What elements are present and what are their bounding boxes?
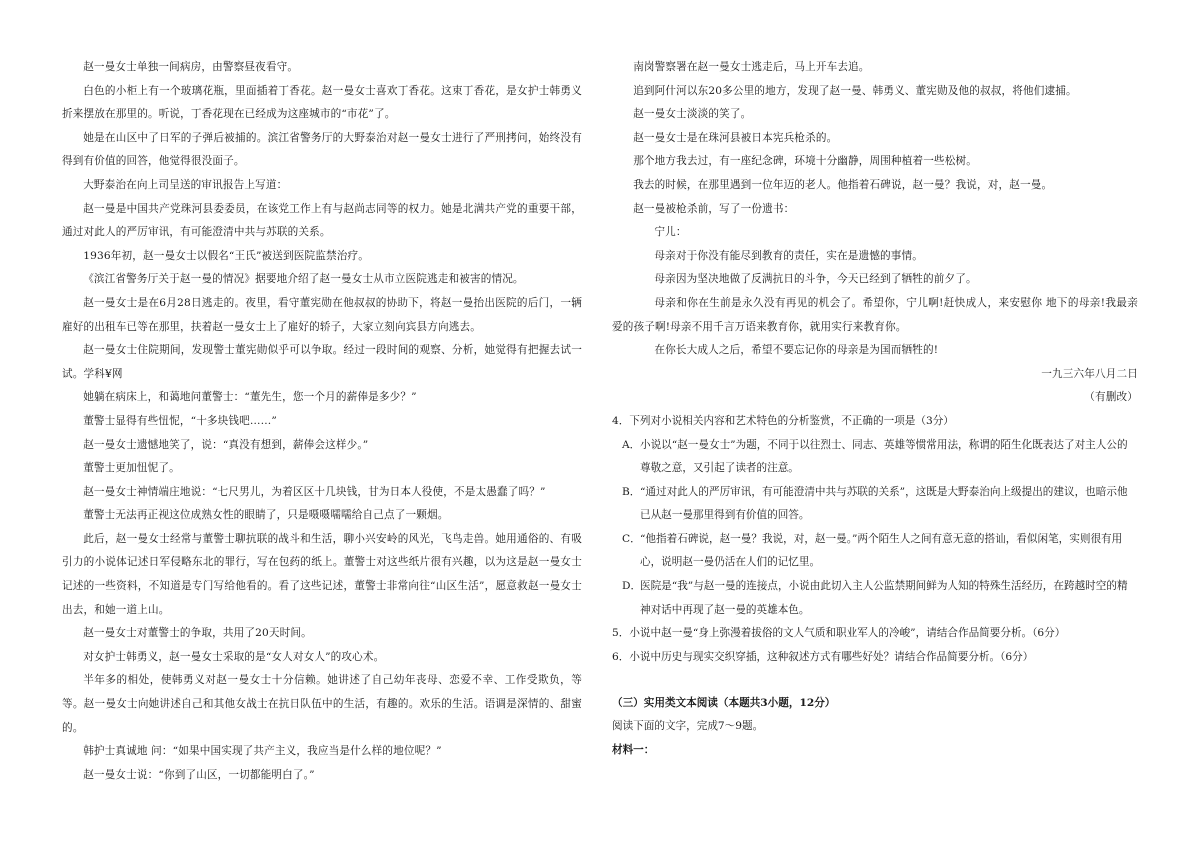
option-letter: C．: [622, 532, 641, 545]
paragraph: 半年多的相处，使韩勇义对赵一曼女士十分信赖。她讲述了自己幼年丧母、恋爱不幸、工作受欺负，等等。赵一曼女士向她讲述自己和其他女战士在抗日队伍中的生活，有趣的。欢乐的生活。语调是深情的、甜蜜的。: [62, 674, 582, 734]
paragraph: 她是在山区中了日军的子弹后被捕的。滨江省警务厅的大野泰治对赵一曼女士进行了严刑拷问，始终没有得到有价值的回答，他觉得很没面子。: [62, 131, 582, 168]
option-letter: A．: [622, 438, 641, 451]
paragraph: 白色的小柜上有一个玻璃花瓶，里面插着丁香花。赵一曼女士喜欢丁香花。这束丁香花，是女护士韩勇义折来摆放在那里的。听说，丁香花现在已经成为这座城市的“市花”了。: [62, 84, 582, 121]
paragraph: 南岗警察署在赵一曼女士逃走后，马上开车去追。: [633, 61, 870, 73]
section-instruction: 阅读下面的文字，完成7～9题。: [612, 720, 764, 733]
option-letter: B．: [622, 485, 641, 498]
option-d[interactable]: [612, 575, 1138, 622]
option-text: 医院是“我”与赵一曼的连接点，小说由此切入主人公监禁期间鲜为人知的特殊生活经历，在跨越时空的精神对话中再现了赵一曼的英雄本色。: [640, 580, 1128, 616]
paragraph: 大野泰治在向上司呈送的审讯报告上写道：: [83, 178, 288, 191]
right-column: [612, 56, 1138, 763]
paragraph: 赵一曼女士淡淡的笑了。: [633, 108, 752, 121]
left-column: [62, 56, 582, 787]
question-6: 6．小说中历史与现实交织穿插，这种叙述方式有哪些好处？请结合作品简要分析。（6分）: [612, 650, 1034, 663]
paragraph: 赵一曼女士是在珠河县被日本宪兵枪杀的。: [633, 131, 838, 144]
paragraph: 我去的时候，在那里遇到一位年迈的老人。他指着石碑说，赵一曼？我说，对，赵一曼。: [633, 178, 1053, 191]
paragraph: 赵一曼女士神情端庄地说：“七尺男儿，为着区区十几块钱，甘为日本人役使，不是太愚蠢了吗？”: [83, 485, 546, 498]
letter-line: 在你长大成人之后，希望不要忘记你的母亲是为国而牺牲的!: [654, 344, 939, 357]
material-label: 材料一：: [612, 744, 655, 757]
paragraph: 对女护士韩勇义，赵一曼女士采取的是“女人对女人”的攻心术。: [83, 650, 385, 663]
paragraph: 赵一曼被枪杀前，写了一份遗书：: [633, 202, 795, 215]
paragraph: 此后，赵一曼女士经常与董警士聊抗联的战斗和生活，聊小兴安岭的风光，飞鸟走兽。她用通俗的、有吸引力的小说体记述日军侵略东北的罪行，写在包药的纸上。董警士对这些纸片很有兴趣，以为这是赵一曼女士记述的一些资料，不知道是专门写给他看的。看了这些记述，董警士非常向往“山区生活”，愿意救赵一曼女士出去，和她一道上山。: [62, 532, 582, 616]
source-note: （有删改）: [1084, 391, 1138, 404]
option-letter: D．: [622, 580, 642, 593]
letter-line: 母亲因为坚决地做了反满抗日的斗争，今天已经到了牺牲的前夕了。: [654, 273, 977, 286]
letter: [612, 221, 1138, 410]
option-c[interactable]: [612, 528, 1138, 575]
option-text: 小说以“赵一曼女士”为题，不同于以往烈士、同志、英雄等惯常用法，称谓的陌生化既表达了对主人公的尊敬之意，又引起了读者的注意。: [640, 438, 1128, 475]
letter-date: 一九三六年八月二日: [1041, 367, 1138, 380]
question-4: [612, 410, 1138, 622]
paragraph: 赵一曼女士说：“你到了山区，一切都能明白了。”: [83, 768, 315, 781]
spacer: [612, 669, 1138, 691]
paragraph: 赵一曼女士单独一间病房，由警察昼夜看守。: [83, 61, 299, 73]
paragraph: 那个地方我去过，有一座纪念碑，环境十分幽静，周围种植着一些松树。: [633, 155, 977, 168]
paragraph: 追到阿什河以东20多公里的地方，发现了赵一曼、韩勇义、董宪勋及他的叔叔，将他们逮捕。: [633, 84, 1077, 97]
option-b[interactable]: [612, 481, 1138, 528]
letter-greeting: 宁儿：: [654, 226, 687, 239]
paragraph: 1936年初，赵一曼女士以假名“王氏”被送到医院监禁治疗。: [83, 249, 369, 262]
question-stem: 4．下列对小说相关内容和艺术特色的分析鉴赏，不正确的一项是（3分）: [612, 414, 954, 427]
paragraph: 《滨江省警务厅关于赵一曼的情况》据要地介绍了赵一曼女士从市立医院逃走和被害的情况。: [83, 273, 524, 286]
option-text: “通过对此人的严厉审讯，有可能澄清中共与苏联的关系”，这既是大野泰治向上级提出的建议，也暗示他已从赵一曼那里得到有价值的回答。: [640, 485, 1128, 522]
paragraph: 赵一曼女士是在6月28日逃走的。夜里，看守董宪勋在他叔叔的协助下，将赵一曼抬出医院的后门，一辆雇好的出租车已等在那里，扶着赵一曼女士上了雇好的轿子，大家立刻向宾县方向逃去。: [62, 296, 582, 333]
letter-line: 母亲和你在生前是永久没有再见的机会了。希望你，宁儿啊!赶快成人，来安慰你 地下的母亲!我最亲爱的孩子啊!母亲不用千言万语来教育你，就用实行来教育你。: [612, 296, 1138, 333]
paragraph: 董警士无法再正视这位成熟女性的眼睛了，只是嗫嗫嚅嚅给自己点了一颗烟。: [83, 509, 449, 522]
question-5: 5．小说中赵一曼“身上弥漫着拔俗的文人气质和职业军人的冷峻”，请结合作品简要分析。（6分）: [612, 627, 1066, 640]
section-title: （三）实用类文本阅读（本题共3小题，12分）: [612, 697, 836, 710]
paragraph: 赵一曼女士住院期间，发现警士董宪勋似乎可以争取。经过一段时间的观察、分析，她觉得有把握去试一试。学科¥网: [62, 344, 582, 380]
paragraph: 赵一曼女士对董警士的争取，共用了20天时间。: [83, 627, 312, 640]
paragraph: 韩护士真诚地 问：“如果中国实现了共产主义，我应当是什么样的地位呢？”: [83, 745, 442, 758]
paragraph: 董警士显得有些忸怩，“十多块钱吧……”: [83, 414, 277, 427]
paragraph: 董警士更加忸怩了。: [83, 462, 180, 475]
option-a[interactable]: [612, 434, 1138, 481]
option-text: “他指着石碑说，赵一曼？我说，对，赵一曼。”两个陌生人之间有意无意的搭讪，看似闲笔，实则很有用心，说明赵一曼仍活在人们的记忆里。: [640, 532, 1123, 569]
letter-line: 母亲对于你没有能尽到教育的责任，实在是遗憾的事情。: [654, 249, 923, 262]
paragraph: 她躺在病床上，和蔼地问董警士：“董先生，您一个月的薪俸是多少？”: [83, 391, 417, 404]
paragraph: 赵一曼是中国共产党珠河县委委员，在该党工作上有与赵尚志同等的权力。她是北满共产党的重要干部，通过对此人的严厉审讯，有可能澄清中共与苏联的关系。: [62, 202, 582, 239]
paragraph: 赵一曼女士遗憾地笑了，说：“真没有想到，薪俸会这样少。”: [83, 438, 369, 451]
